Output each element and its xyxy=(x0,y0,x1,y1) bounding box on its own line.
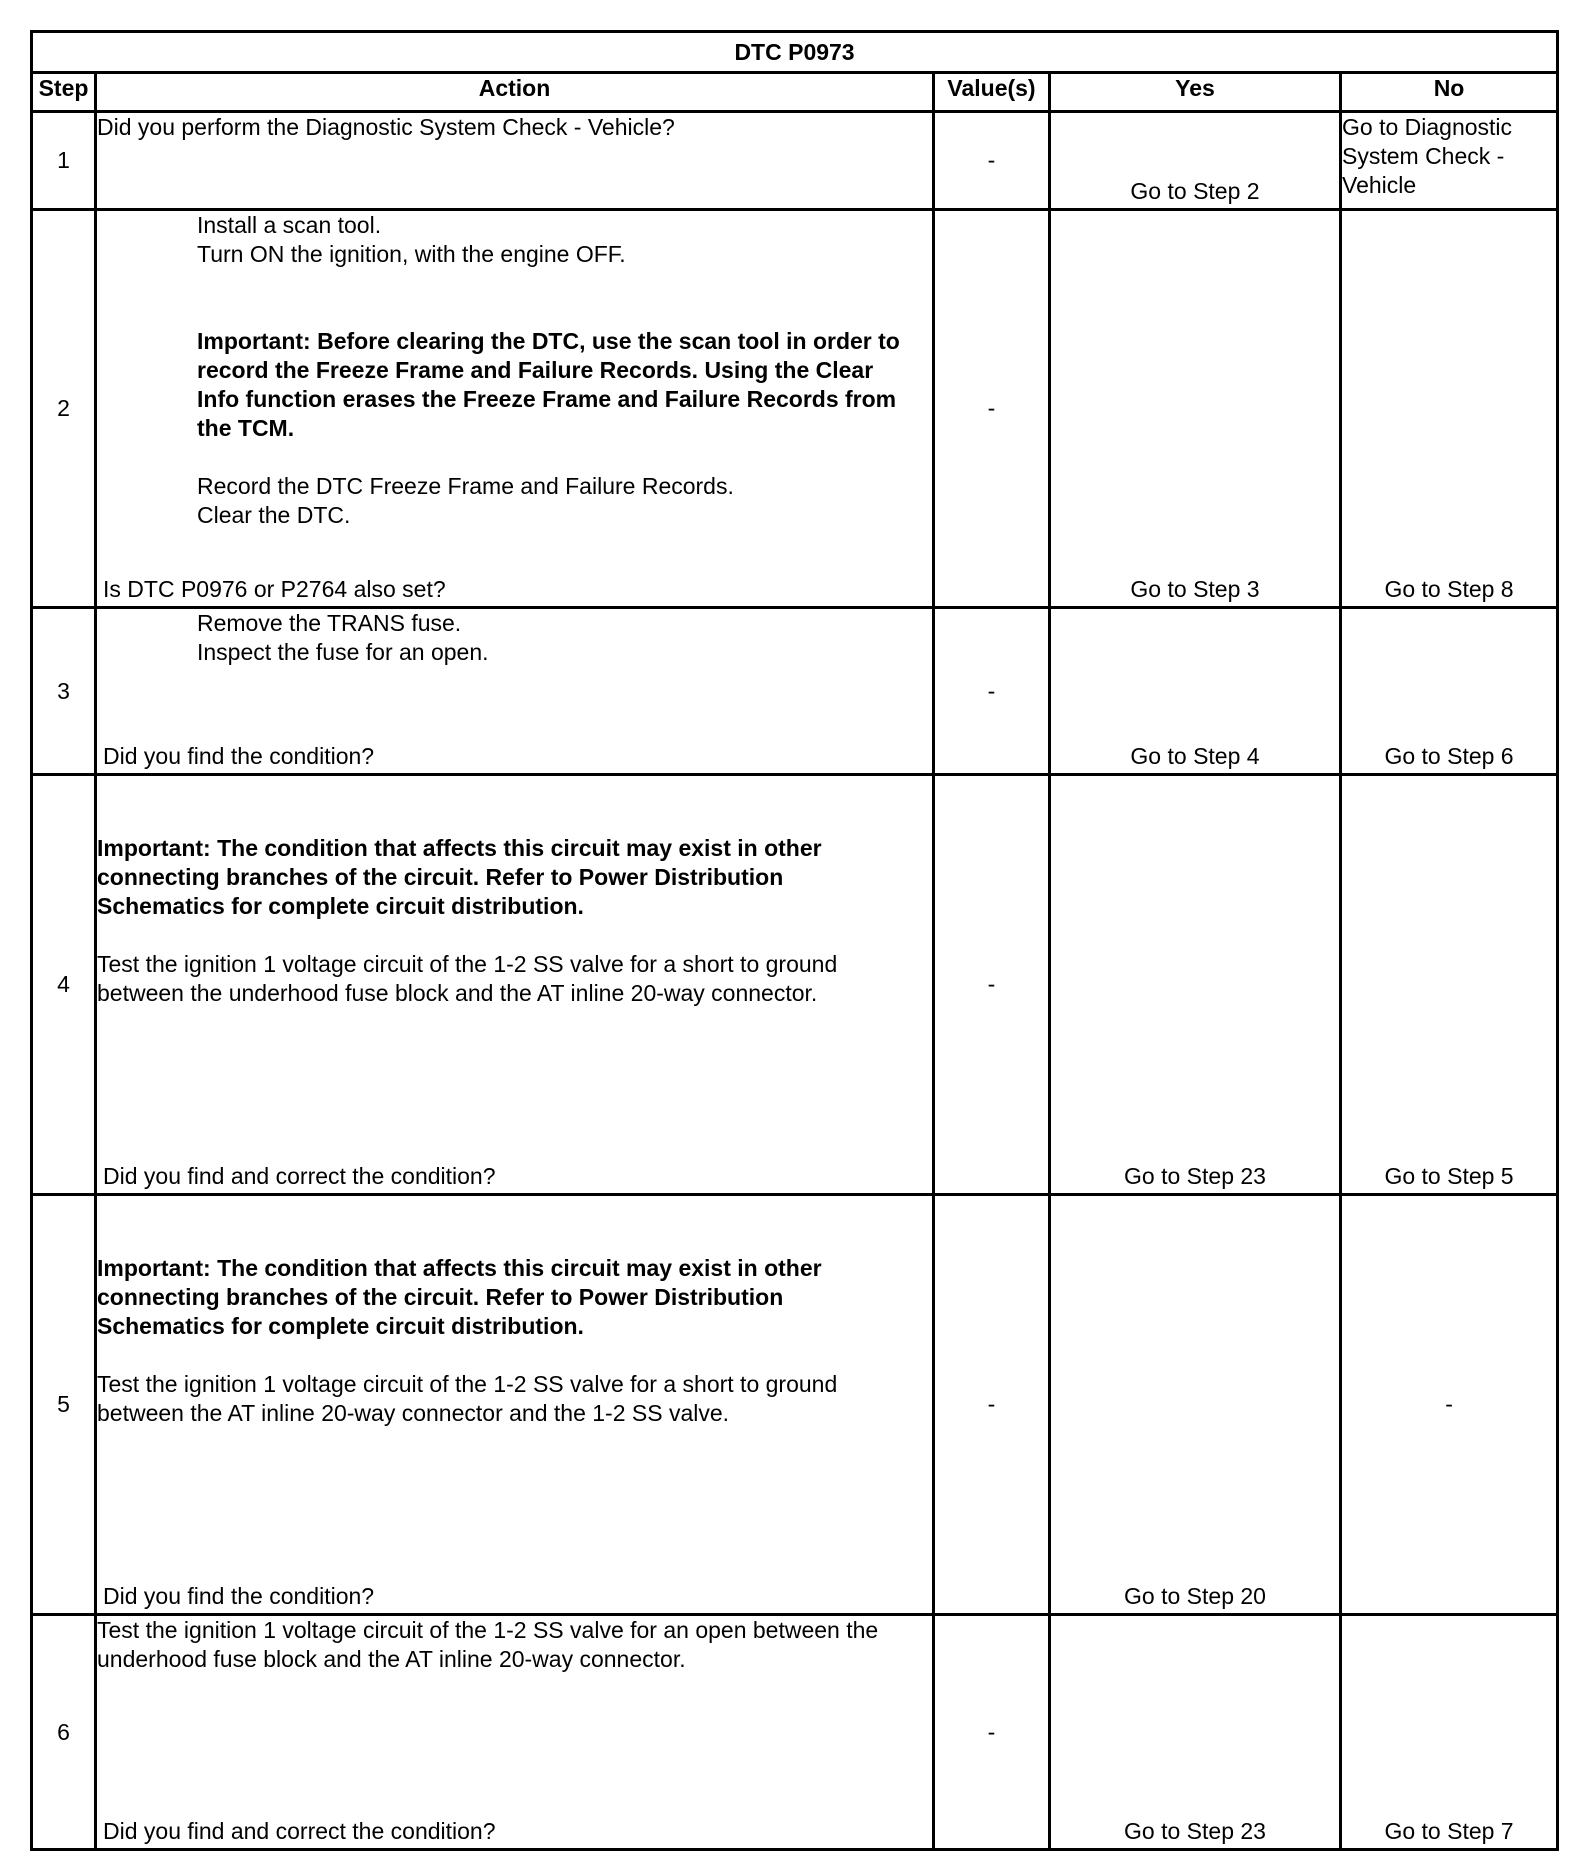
instruction: Inspect the fuse for an open. xyxy=(197,639,489,665)
value-cell: - xyxy=(934,608,1050,775)
action-question: Did you find and correct the condition? xyxy=(103,1818,496,1844)
action-question: Did you perform the Diagnostic System Check - Vehicle? xyxy=(97,114,675,140)
table-row xyxy=(32,112,1558,210)
action-cell xyxy=(96,1195,934,1615)
dtc-table xyxy=(30,30,1559,1851)
no-link[interactable]: Go to Step 8 xyxy=(1384,576,1514,602)
yes-cell xyxy=(1050,608,1341,775)
important-note: Important: The condition that affects this circuit may exist in other connecting branches of the circuit. Refer to Power Distribution Schematics for complete circuit distribution. xyxy=(97,1255,822,1339)
value-cell: - xyxy=(934,112,1050,210)
table-row xyxy=(32,775,1558,1195)
instruction: Remove the TRANS fuse. xyxy=(197,610,462,636)
yes-link[interactable]: Go to Step 23 xyxy=(1124,1818,1266,1844)
value-cell: - xyxy=(934,210,1050,608)
step-number: 4 xyxy=(32,775,96,1195)
value-cell: - xyxy=(934,775,1050,1195)
value-cell: - xyxy=(934,1195,1050,1615)
yes-link[interactable]: Go to Step 20 xyxy=(1124,1583,1266,1609)
no-link[interactable]: Go to Step 5 xyxy=(1384,1163,1514,1189)
header-action: Action xyxy=(96,73,934,112)
test-instruction: Test the ignition 1 voltage circuit of the 1-2 SS valve for a short to ground between the underhood fuse block and the AT inline 20-way connector. xyxy=(97,951,838,1006)
header-yes: Yes xyxy=(1050,73,1341,112)
no-cell: - xyxy=(1341,1195,1558,1615)
no-cell xyxy=(1341,210,1558,608)
value-cell: - xyxy=(934,1615,1050,1850)
action-cell xyxy=(96,1615,934,1850)
yes-link[interactable]: Go to Step 23 xyxy=(1124,1163,1266,1189)
yes-link[interactable]: Go to Step 3 xyxy=(1130,576,1260,602)
no-link[interactable]: Go to Step 7 xyxy=(1384,1818,1514,1844)
instruction: Clear the DTC. xyxy=(197,502,351,528)
no-link[interactable]: Go to Diagnostic System Check - Vehicle xyxy=(1342,114,1513,198)
step-number: 1 xyxy=(32,112,96,210)
no-cell xyxy=(1341,608,1558,775)
header-no: No xyxy=(1341,73,1558,112)
yes-cell xyxy=(1050,1615,1341,1850)
step-number: 5 xyxy=(32,1195,96,1615)
instruction: Install a scan tool. xyxy=(197,212,382,238)
yes-cell xyxy=(1050,775,1341,1195)
table-row xyxy=(32,1615,1558,1850)
important-note: Important: Before clearing the DTC, use the scan tool in order to record the Freeze Frame and Failure Records. Using the Clear Info function erases the Freeze Frame and Failure Records from the TCM. xyxy=(197,328,900,441)
header-step: Step xyxy=(32,73,96,112)
no-cell xyxy=(1341,112,1558,210)
action-question: Did you find the condition? xyxy=(103,1583,375,1609)
yes-link[interactable]: Go to Step 4 xyxy=(1130,743,1260,769)
action-question: Is DTC P0976 or P2764 also set? xyxy=(103,576,446,602)
action-cell xyxy=(96,775,934,1195)
yes-link[interactable]: Go to Step 2 xyxy=(1130,178,1260,204)
instruction: Turn ON the ignition, with the engine OFF. xyxy=(197,241,626,267)
step-number: 6 xyxy=(32,1615,96,1850)
table-row xyxy=(32,1195,1558,1615)
action-cell xyxy=(96,210,934,608)
test-instruction: Test the ignition 1 voltage circuit of the 1-2 SS valve for an open between the underhood fuse block and the AT inline 20-way connector. xyxy=(97,1617,879,1672)
yes-cell xyxy=(1050,1195,1341,1615)
table-title: DTC P0973 xyxy=(32,32,1558,73)
important-note: Important: The condition that affects this circuit may exist in other connecting branches of the circuit. Refer to Power Distribution Schematics for complete circuit distribution. xyxy=(97,835,822,919)
action-question: Did you find and correct the condition? xyxy=(103,1163,496,1189)
yes-cell xyxy=(1050,210,1341,608)
header-values: Value(s) xyxy=(934,73,1050,112)
no-link[interactable]: Go to Step 6 xyxy=(1384,743,1514,769)
step-number: 3 xyxy=(32,608,96,775)
table-row xyxy=(32,210,1558,608)
no-cell xyxy=(1341,1615,1558,1850)
action-question: Did you find the condition? xyxy=(103,743,375,769)
no-cell xyxy=(1341,775,1558,1195)
yes-cell xyxy=(1050,112,1341,210)
test-instruction: Test the ignition 1 voltage circuit of the 1-2 SS valve for a short to ground between the AT inline 20-way connector and the 1-2 SS valve. xyxy=(97,1371,838,1426)
action-cell xyxy=(96,608,934,775)
step-number: 2 xyxy=(32,210,96,608)
instruction: Record the DTC Freeze Frame and Failure Records. xyxy=(197,473,734,499)
table-row xyxy=(32,608,1558,775)
action-cell xyxy=(96,112,934,210)
